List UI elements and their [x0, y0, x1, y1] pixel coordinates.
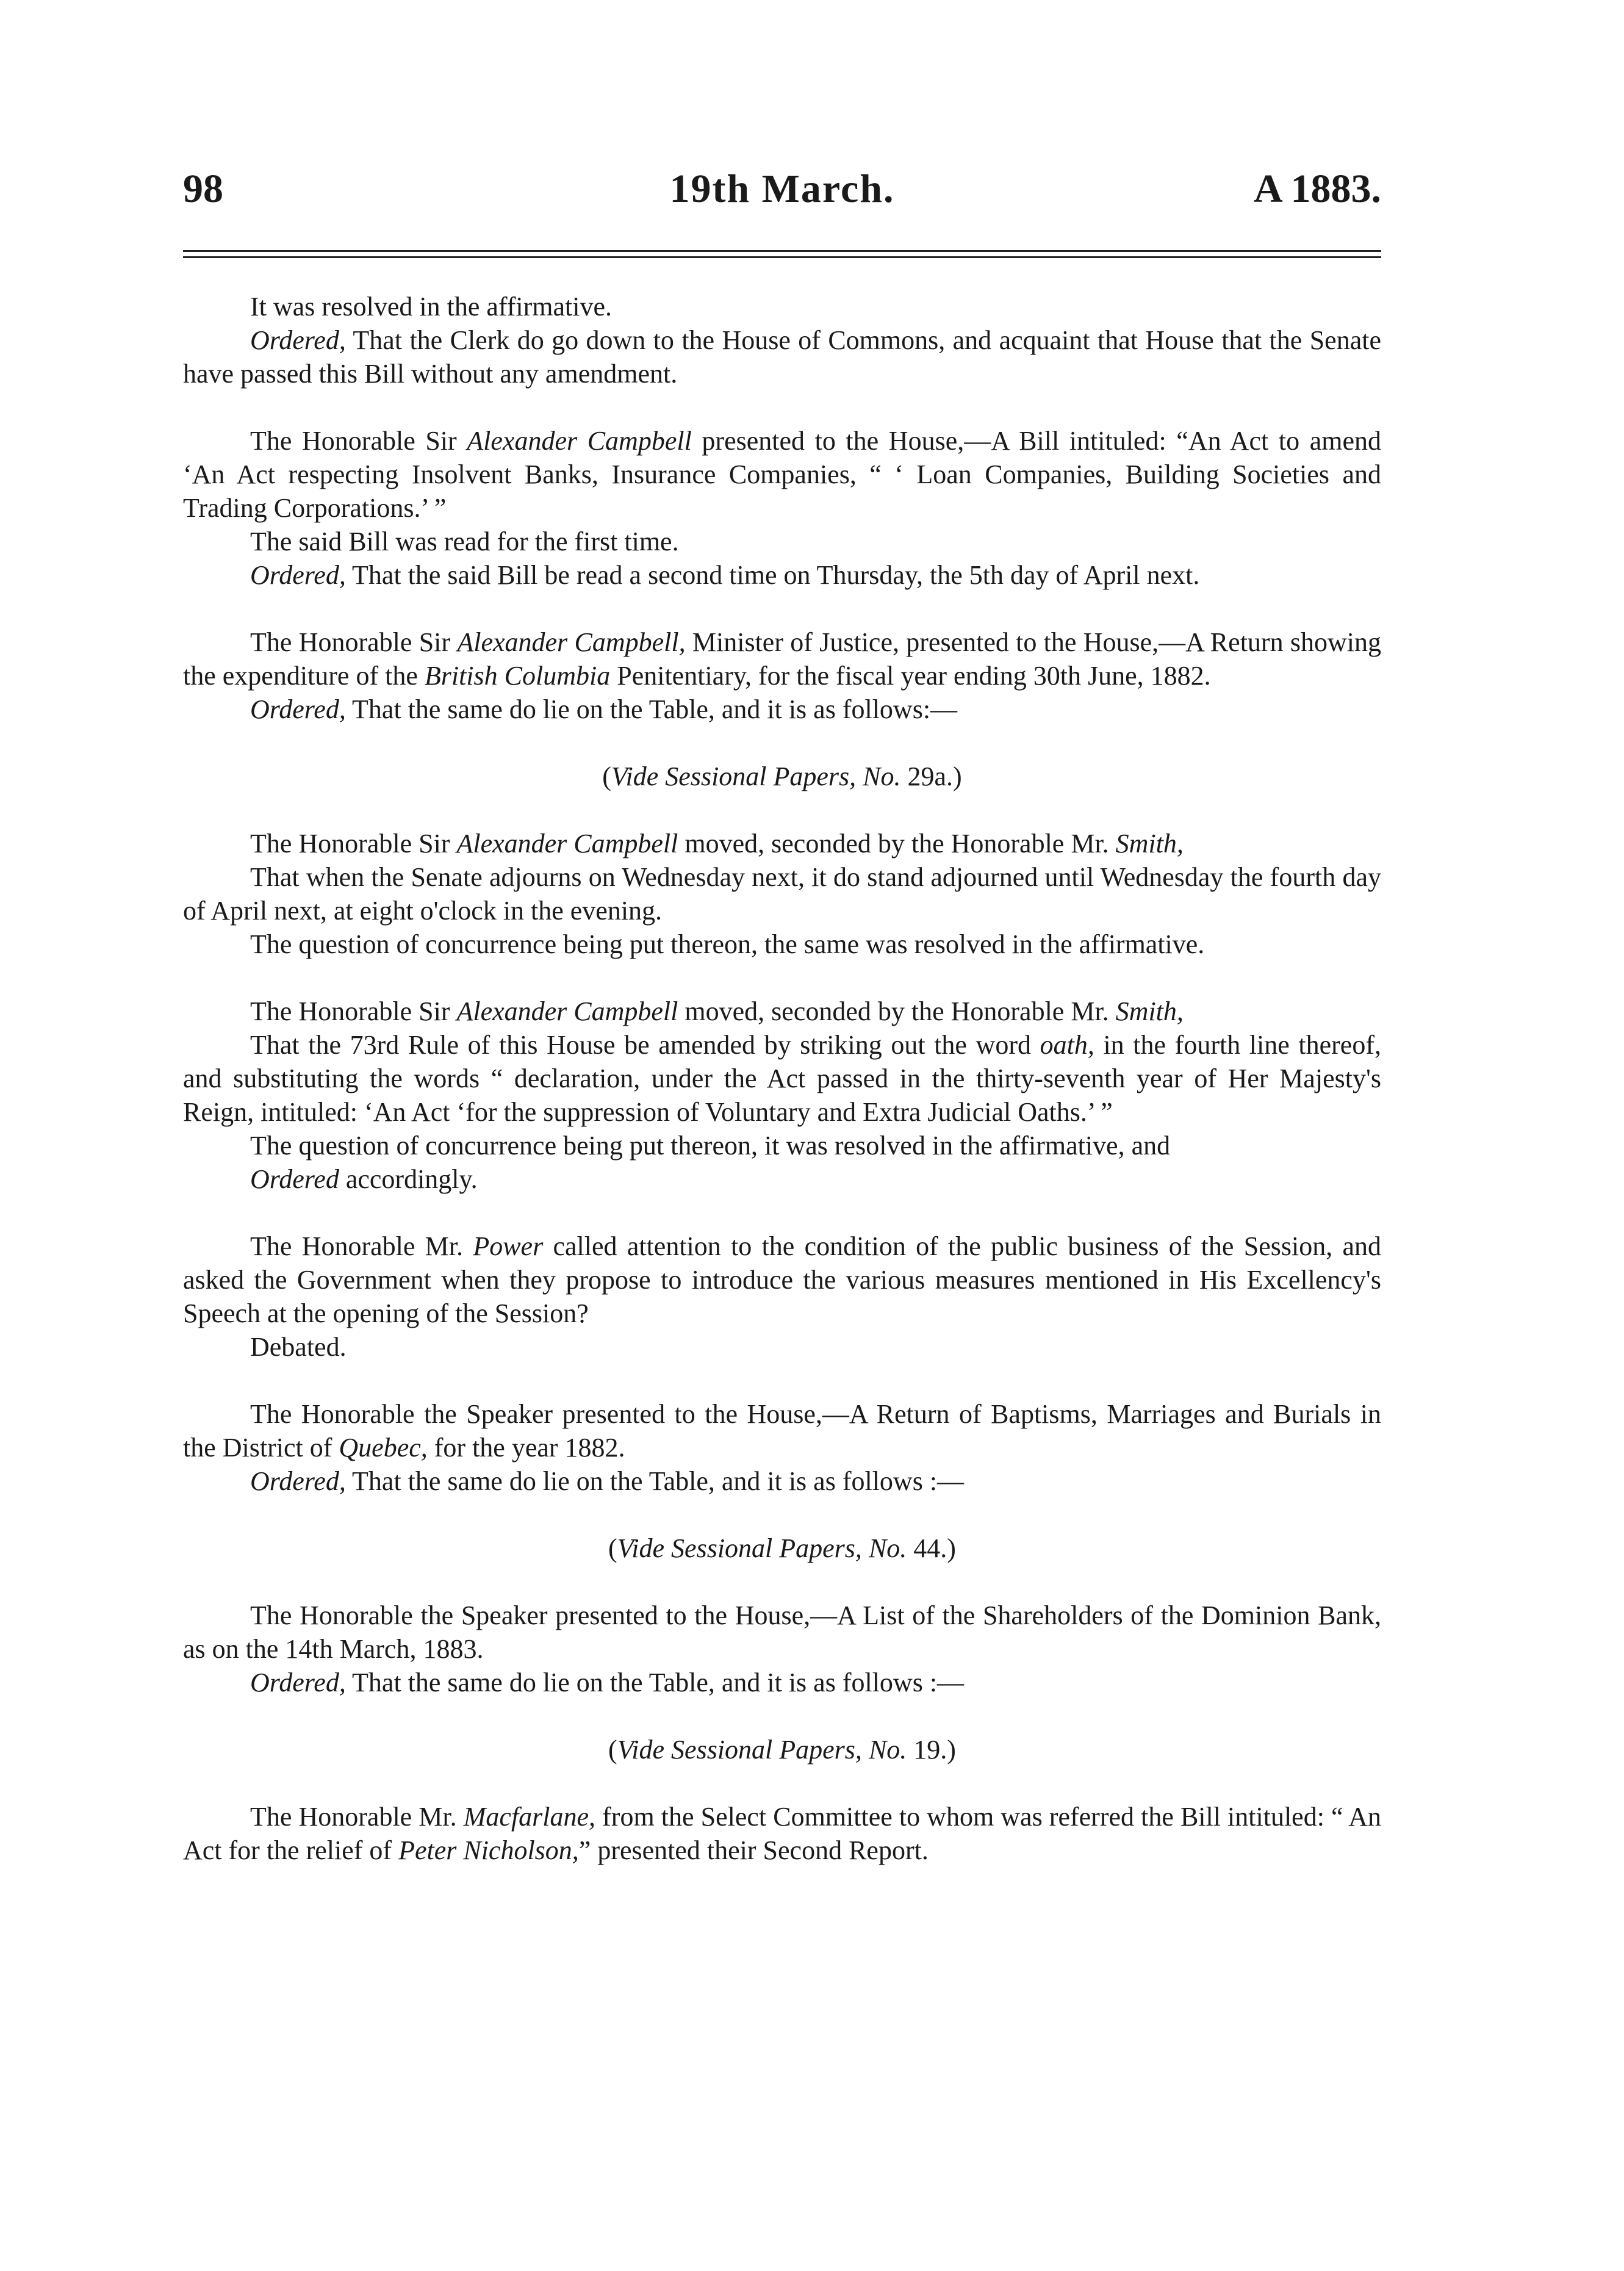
paragraph: Ordered, That the same do lie on the Table, and it is as follows :— [250, 1668, 965, 1697]
paragraph: It was resolved in the affirmative. [250, 292, 612, 322]
paragraph: The Honorable Mr. Macfarlane, from the Select Committee to whom was referred the Bill intituled: “ An Act for the relief of Peter Nicholson,” presented their Second Report. [183, 1802, 1382, 1865]
header-rule-top [183, 250, 1381, 252]
page-header [183, 166, 1381, 227]
paragraph: Ordered, That the said Bill be read a second time on Thursday, the 5th day of April next. [250, 560, 1200, 590]
paragraph: Ordered, That the Clerk do go down to the House of Commons, and acquaint that House that the Senate have passed this Bill without any amendment. [183, 325, 1381, 389]
paragraph: That when the Senate adjourns on Wednesday next, it do stand adjourned until Wednesday the fourth day of April next, at eight o'clock in the evening. [183, 862, 1381, 926]
paragraph: Ordered, That the same do lie on the Table, and it is as follows :— [250, 1466, 965, 1496]
paragraph: The Honorable Sir Alexander Campbell, Minister of Justice, presented to the House,—A Return showing the expenditure of the British Columbia Penitentiary, for the fiscal year ending 30th June, 1882. [183, 627, 1381, 691]
header-rule-bottom [183, 256, 1381, 258]
paragraph: The Honorable Sir Alexander Campbell moved, seconded by the Honorable Mr. Smith, [250, 996, 1184, 1026]
paragraph: The question of concurrence being put thereon, it was resolved in the affirmative, and [250, 1131, 1171, 1161]
page-heading-date: 19th March. [669, 167, 895, 211]
page-number: 98 [183, 167, 223, 211]
vide-reference: (Vide Sessional Papers, No. 29a.) [602, 761, 962, 791]
paragraph: That the 73rd Rule of this House be amended by striking out the word oath, in the fourth line thereof, and substituting the words “ declaration, under the Act passed in the thirty-seventh year of Her Majesty's Reign, intituled: ‘An Act ‘for the suppression of Voluntary and Extra Judicial Oaths.’ ” [183, 1030, 1381, 1127]
paragraph: The Honorable Sir Alexander Campbell moved, seconded by the Honorable Mr. Smith, [250, 829, 1184, 858]
page-year: A 1883. [1253, 167, 1381, 211]
vide-reference: (Vide Sessional Papers, No. 19.) [608, 1735, 956, 1765]
paragraph: The said Bill was read for the first time. [250, 527, 679, 556]
paragraph: Debated. [250, 1332, 347, 1362]
paragraph: The question of concurrence being put thereon, the same was resolved in the affirmative. [250, 929, 1205, 959]
paragraph: The Honorable the Speaker presented to the House,—A Return of Baptisms, Marriages and Burials in the District of Quebec, for the year 1882. [183, 1399, 1381, 1463]
paragraph: Ordered accordingly. [250, 1164, 478, 1194]
page-body [183, 290, 1381, 1867]
paragraph: Ordered, That the same do lie on the Table, and it is as follows:— [250, 694, 958, 724]
paragraph: The Honorable Mr. Power called attention to the condition of the public business of the Session, and asked the Government when they propose to introduce the various measures mentioned in His Excellency's Speech at the opening of the Session? [183, 1231, 1382, 1328]
vide-reference: (Vide Sessional Papers, No. 44.) [608, 1533, 956, 1563]
paragraph: The Honorable Sir Alexander Campbell presented to the House,—A Bill intituled: “An Act to amend ‘An Act respecting Insolvent Banks, Insurance Companies, “ ‘ Loan Companies, Building Societies and Trading Corporations.’ ” [183, 426, 1382, 523]
paragraph: The Honorable the Speaker presented to the House,—A List of the Shareholders of the Dominion Bank, as on the 14th March, 1883. [183, 1600, 1381, 1664]
